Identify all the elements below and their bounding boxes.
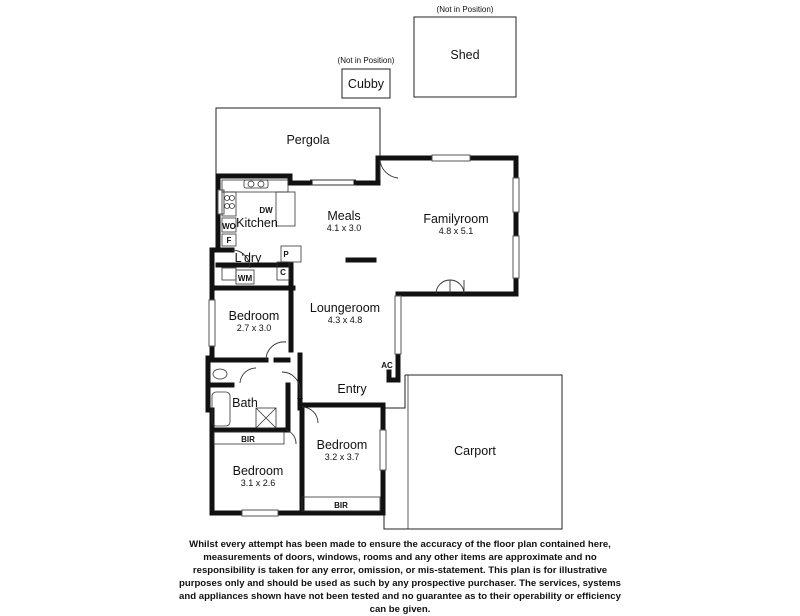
windows [209, 155, 519, 516]
cubby-note: (Not in Position) [337, 56, 395, 65]
shed-note: (Not in Position) [436, 5, 494, 14]
bedroom2-label: Bedroom [316, 438, 368, 452]
kitchen-label: Kitchen [236, 216, 278, 230]
wm-label: WM [237, 274, 253, 283]
carport-label: Carport [454, 444, 496, 458]
c-label: C [280, 268, 286, 277]
bir-label-bedroom2: BIR [334, 501, 348, 510]
pergola [216, 108, 380, 178]
bedroom3-label: Bedroom [232, 464, 284, 478]
shed [414, 5, 516, 97]
bedroom3-dim: 3.1 x 2.6 [240, 478, 276, 488]
p-label: P [283, 250, 289, 259]
bath-label: Bath [232, 396, 258, 410]
wo-label: WO [222, 222, 236, 231]
dw-label: DW [259, 206, 273, 215]
laundry-label: L'dry [234, 251, 262, 265]
loungeroom-dim: 4.3 x 4.8 [327, 315, 363, 325]
ac-label: AC [381, 361, 393, 370]
bedroom1-dim: 2.7 x 3.0 [236, 323, 272, 333]
bedroom1-label: Bedroom [228, 309, 280, 323]
shed-label: Shed [450, 48, 480, 62]
cubby [338, 56, 395, 98]
cubby-label: Cubby [347, 77, 385, 91]
pergola-label: Pergola [286, 133, 330, 147]
meals-label: Meals [327, 209, 361, 223]
familyroom-dim: 4.8 x 5.1 [438, 226, 474, 236]
loungeroom-label: Loungeroom [309, 301, 381, 315]
carport [384, 375, 562, 529]
f-label: F [226, 236, 232, 245]
bedroom2-dim: 3.2 x 3.7 [324, 452, 360, 462]
meals-dim: 4.1 x 3.0 [326, 223, 362, 233]
familyroom-label: Familyroom [423, 212, 489, 226]
entry-label: Entry [337, 382, 367, 396]
kitchen-fixtures [222, 180, 301, 284]
disclaimer-text: Whilst every attempt has been made to ensure the accuracy of the floor plan contained here, measurements of doors, windows, rooms and any other items are approximate and no responsibility is taken for any error, omission, or mis-statement. This plan is for illustrative purposes only and should be used as such by any prospective purchaser. The services, systems and appliances shown have not been tested and no guarantee as to their operability or efficiency can be given. [178, 539, 621, 615]
bir-label-bath: BIR [241, 435, 255, 444]
